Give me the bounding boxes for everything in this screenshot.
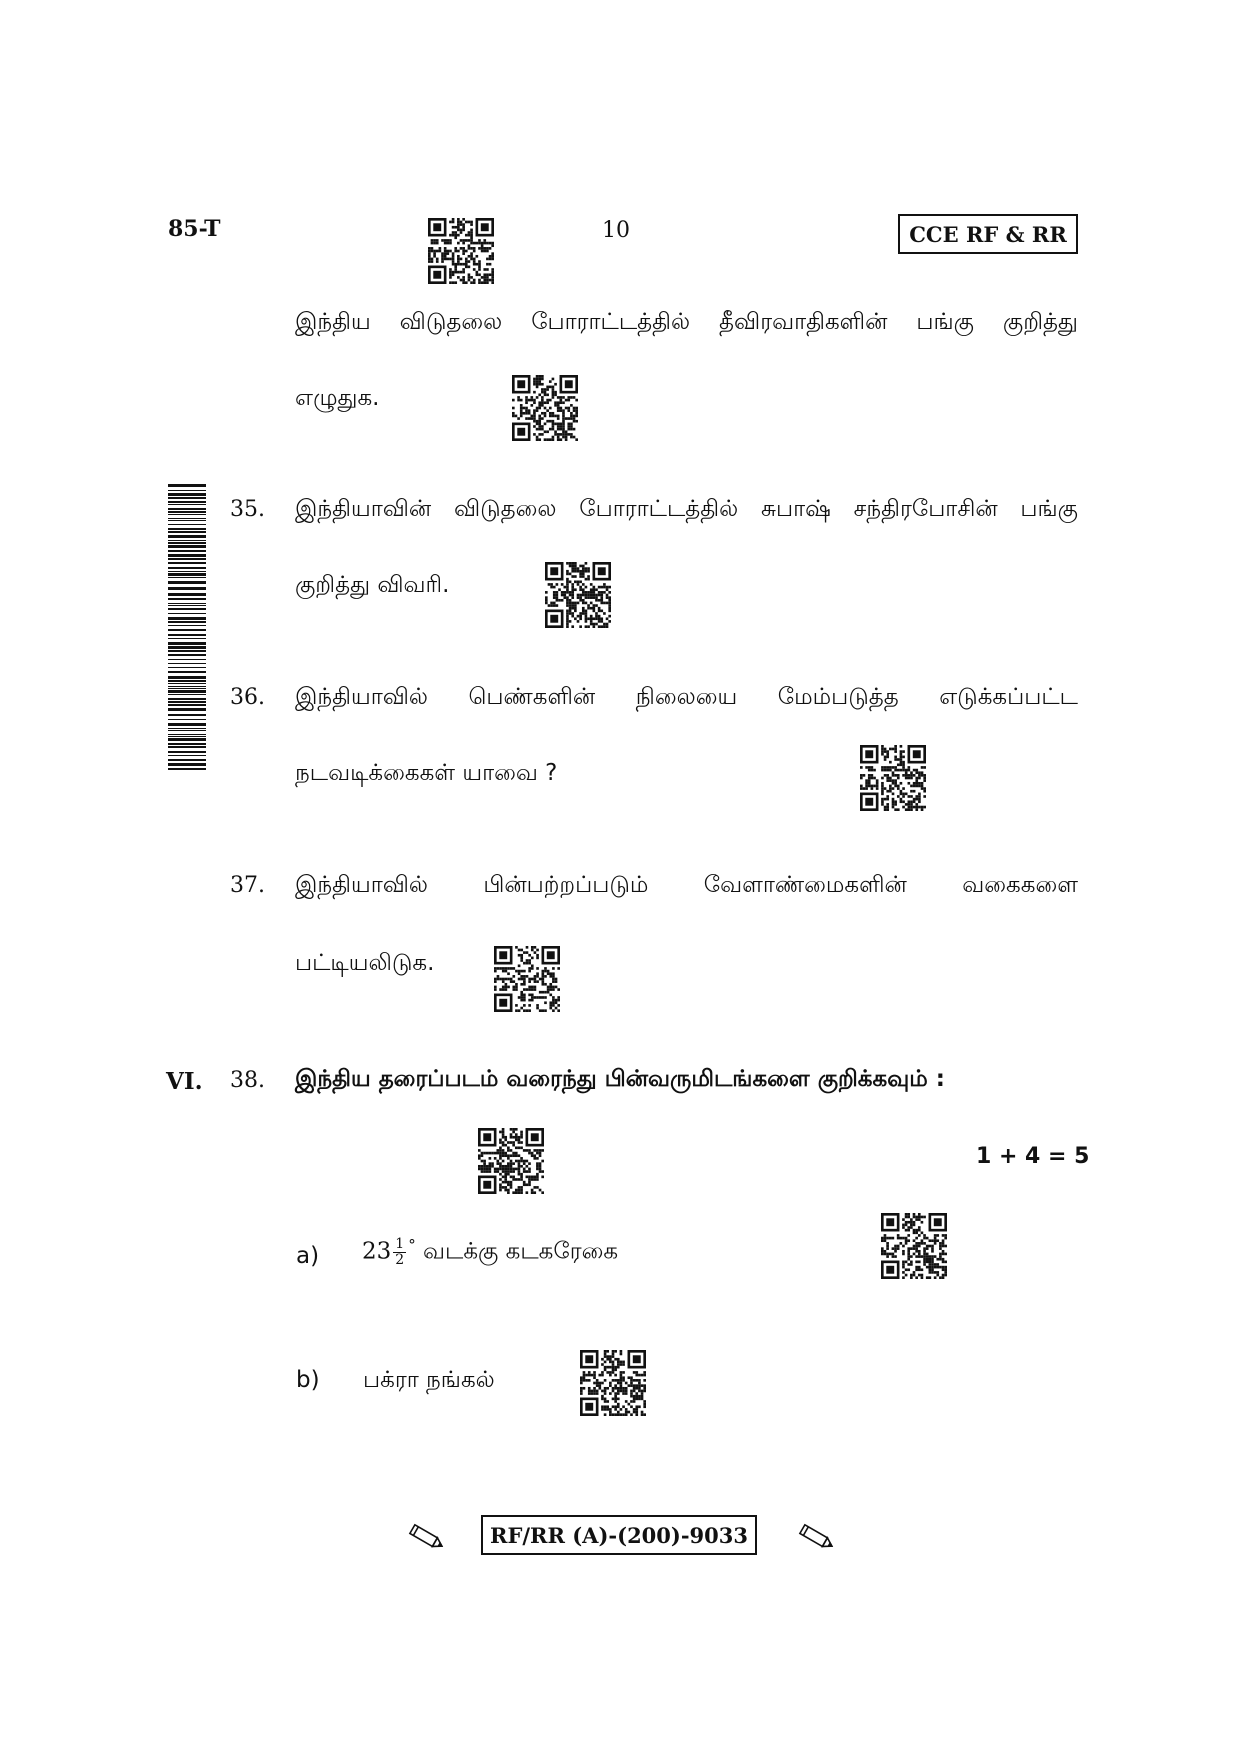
q36-word: எடுக்கப்பட்ட bbox=[939, 684, 1078, 710]
q35-word: சுபாஷ் bbox=[760, 496, 831, 522]
qr-code-item-a bbox=[881, 1213, 947, 1279]
marks-label: 1 + 4 = 5 bbox=[976, 1144, 1090, 1169]
qr-code-q35 bbox=[545, 562, 611, 628]
q36-line2: நடவடிக்கைகள் யாவை ? bbox=[295, 760, 558, 786]
item-a-fraction bbox=[393, 1237, 406, 1268]
qr-code-header bbox=[428, 218, 494, 284]
q37-line1 bbox=[295, 872, 1078, 901]
qr-code-q36 bbox=[860, 745, 926, 811]
item-a-content bbox=[362, 1236, 618, 1268]
degree-symbol: ° bbox=[408, 1236, 416, 1254]
qr-code-q34 bbox=[512, 375, 578, 441]
q35-line1 bbox=[295, 496, 1078, 525]
q36-word: நிலையை bbox=[635, 684, 738, 710]
q37-word: பின்பற்றப்படும் bbox=[483, 872, 649, 898]
qr-code-item-b bbox=[580, 1350, 646, 1416]
q35-number: 35. bbox=[230, 497, 265, 522]
paper-code: 85-T bbox=[168, 216, 221, 242]
q34-word: பங்கு bbox=[916, 309, 974, 335]
q34-word: விடுதலை bbox=[399, 309, 503, 335]
item-b-label: b) bbox=[296, 1367, 320, 1393]
item-a-label: a) bbox=[296, 1243, 320, 1269]
q35-word: போராட்டத்தில் bbox=[579, 496, 739, 522]
q34-word: போராட்டத்தில் bbox=[531, 309, 691, 335]
q34-line1 bbox=[295, 309, 1078, 338]
q38-text: இந்திய தரைப்படம் வரைந்து பின்வருமிடங்களை குறிக்கவும் : bbox=[295, 1066, 945, 1092]
qr-code-q37 bbox=[494, 946, 560, 1012]
q35-word: விடுதலை bbox=[453, 496, 557, 522]
exam-label-box bbox=[898, 214, 1078, 254]
q34-word: தீவிரவாதிகளின் bbox=[719, 309, 888, 335]
q36-line1 bbox=[295, 684, 1078, 713]
page-number: 10 bbox=[602, 218, 630, 243]
q35-word: இந்தியாவின் bbox=[295, 496, 432, 522]
q34-line2: எழுதுக. bbox=[295, 385, 380, 411]
q37-word: வேளாண்மைகளின் bbox=[703, 872, 907, 898]
side-barcode bbox=[168, 484, 206, 774]
q34-word: குறித்து bbox=[1002, 309, 1078, 335]
pencil-icon-right bbox=[790, 1519, 838, 1555]
q35-word: பங்கு bbox=[1020, 496, 1078, 522]
fraction-denominator: 2 bbox=[395, 1252, 405, 1269]
exam-label: CCE RF & RR bbox=[909, 221, 1067, 247]
item-a-whole: 23 bbox=[362, 1238, 392, 1265]
q36-number: 36. bbox=[230, 685, 265, 710]
fraction-numerator: 1 bbox=[395, 1236, 405, 1253]
section-label: VI. bbox=[166, 1068, 203, 1095]
q35-line2: குறித்து விவரி. bbox=[295, 572, 450, 598]
item-a-text: வடக்கு கடகரேகை bbox=[423, 1238, 619, 1265]
q36-word: பெண்களின் bbox=[468, 684, 596, 710]
pencil-icon-left bbox=[400, 1519, 448, 1555]
item-b-text: பக்ரா நங்கல் bbox=[363, 1367, 495, 1393]
q34-word: இந்திய bbox=[295, 309, 371, 335]
q35-word: சந்திரபோசின் bbox=[853, 496, 998, 522]
q36-word: இந்தியாவில் bbox=[295, 684, 428, 710]
qr-code-q38 bbox=[478, 1128, 544, 1194]
q37-line2: பட்டியலிடுக. bbox=[295, 950, 435, 976]
q38-number: 38. bbox=[230, 1068, 265, 1093]
footer-code: RF/RR (A)-(200)-9033 bbox=[490, 1522, 748, 1548]
footer-code-box bbox=[481, 1515, 757, 1555]
q36-word: மேம்படுத்த bbox=[777, 684, 899, 710]
q37-number: 37. bbox=[230, 873, 265, 898]
q37-word: இந்தியாவில் bbox=[295, 872, 428, 898]
q37-word: வகைகளை bbox=[962, 872, 1078, 898]
